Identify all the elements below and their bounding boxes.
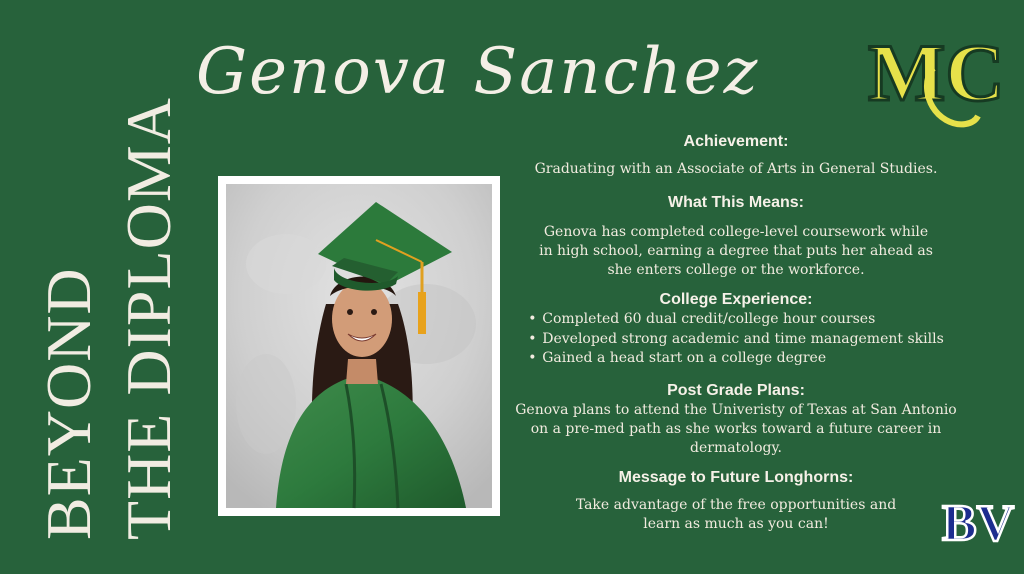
message-heading: Message to Future Longhorns: [618, 468, 854, 486]
bv-logo-text: BV [942, 495, 1015, 552]
meaning-line-2: in high school, earning a degree that puts her ahead as [539, 243, 933, 259]
message-line-2: learn as much as you can! [643, 515, 829, 532]
graduate-photo [226, 184, 492, 508]
mc-logo-text: MC [868, 27, 1005, 118]
list-item: • Completed 60 dual credit/college hour courses [528, 310, 944, 330]
achievement-heading: Achievement: [683, 133, 789, 150]
bullet-icon: • [528, 311, 537, 327]
meaning-line-3: she enters college or the workforce. [607, 262, 865, 278]
mc-logo [864, 27, 1005, 134]
meaning-line-1: Genova has completed college-level coursework while [543, 224, 929, 240]
plans-line-1: Genova plans to attend the Univeristy of Texas at San Antonio [515, 401, 957, 418]
bullet-icon: • [528, 330, 537, 347]
info-column [496, 132, 976, 534]
side-title-line-2: THE DIPLOMA [113, 97, 184, 540]
bv-logo [940, 490, 1015, 560]
list-item: • Gained a head start on a college degree [528, 349, 944, 369]
plans-line-2: on a pre-med path as she works toward a future career in [530, 420, 942, 437]
plans-heading: Post Grade Plans: [667, 381, 805, 399]
side-title [34, 30, 184, 540]
photo-frame [218, 176, 500, 516]
experience-list [528, 310, 944, 369]
bullet-icon: • [528, 350, 537, 366]
side-title-line-1: BEYOND [33, 267, 104, 540]
graduate-name: Genova Sanchez [196, 35, 760, 109]
plans-line-3: dermatology. [690, 439, 782, 456]
meaning-heading: What This Means: [667, 194, 804, 211]
list-item: • Developed strong academic and time management skills [528, 330, 944, 350]
achievement-text: Graduating with an Associate of Arts in General Studies. [534, 161, 938, 177]
message-line-1: Take advantage of the free opportunities and [575, 496, 897, 513]
experience-heading: College Experience: [659, 291, 813, 308]
